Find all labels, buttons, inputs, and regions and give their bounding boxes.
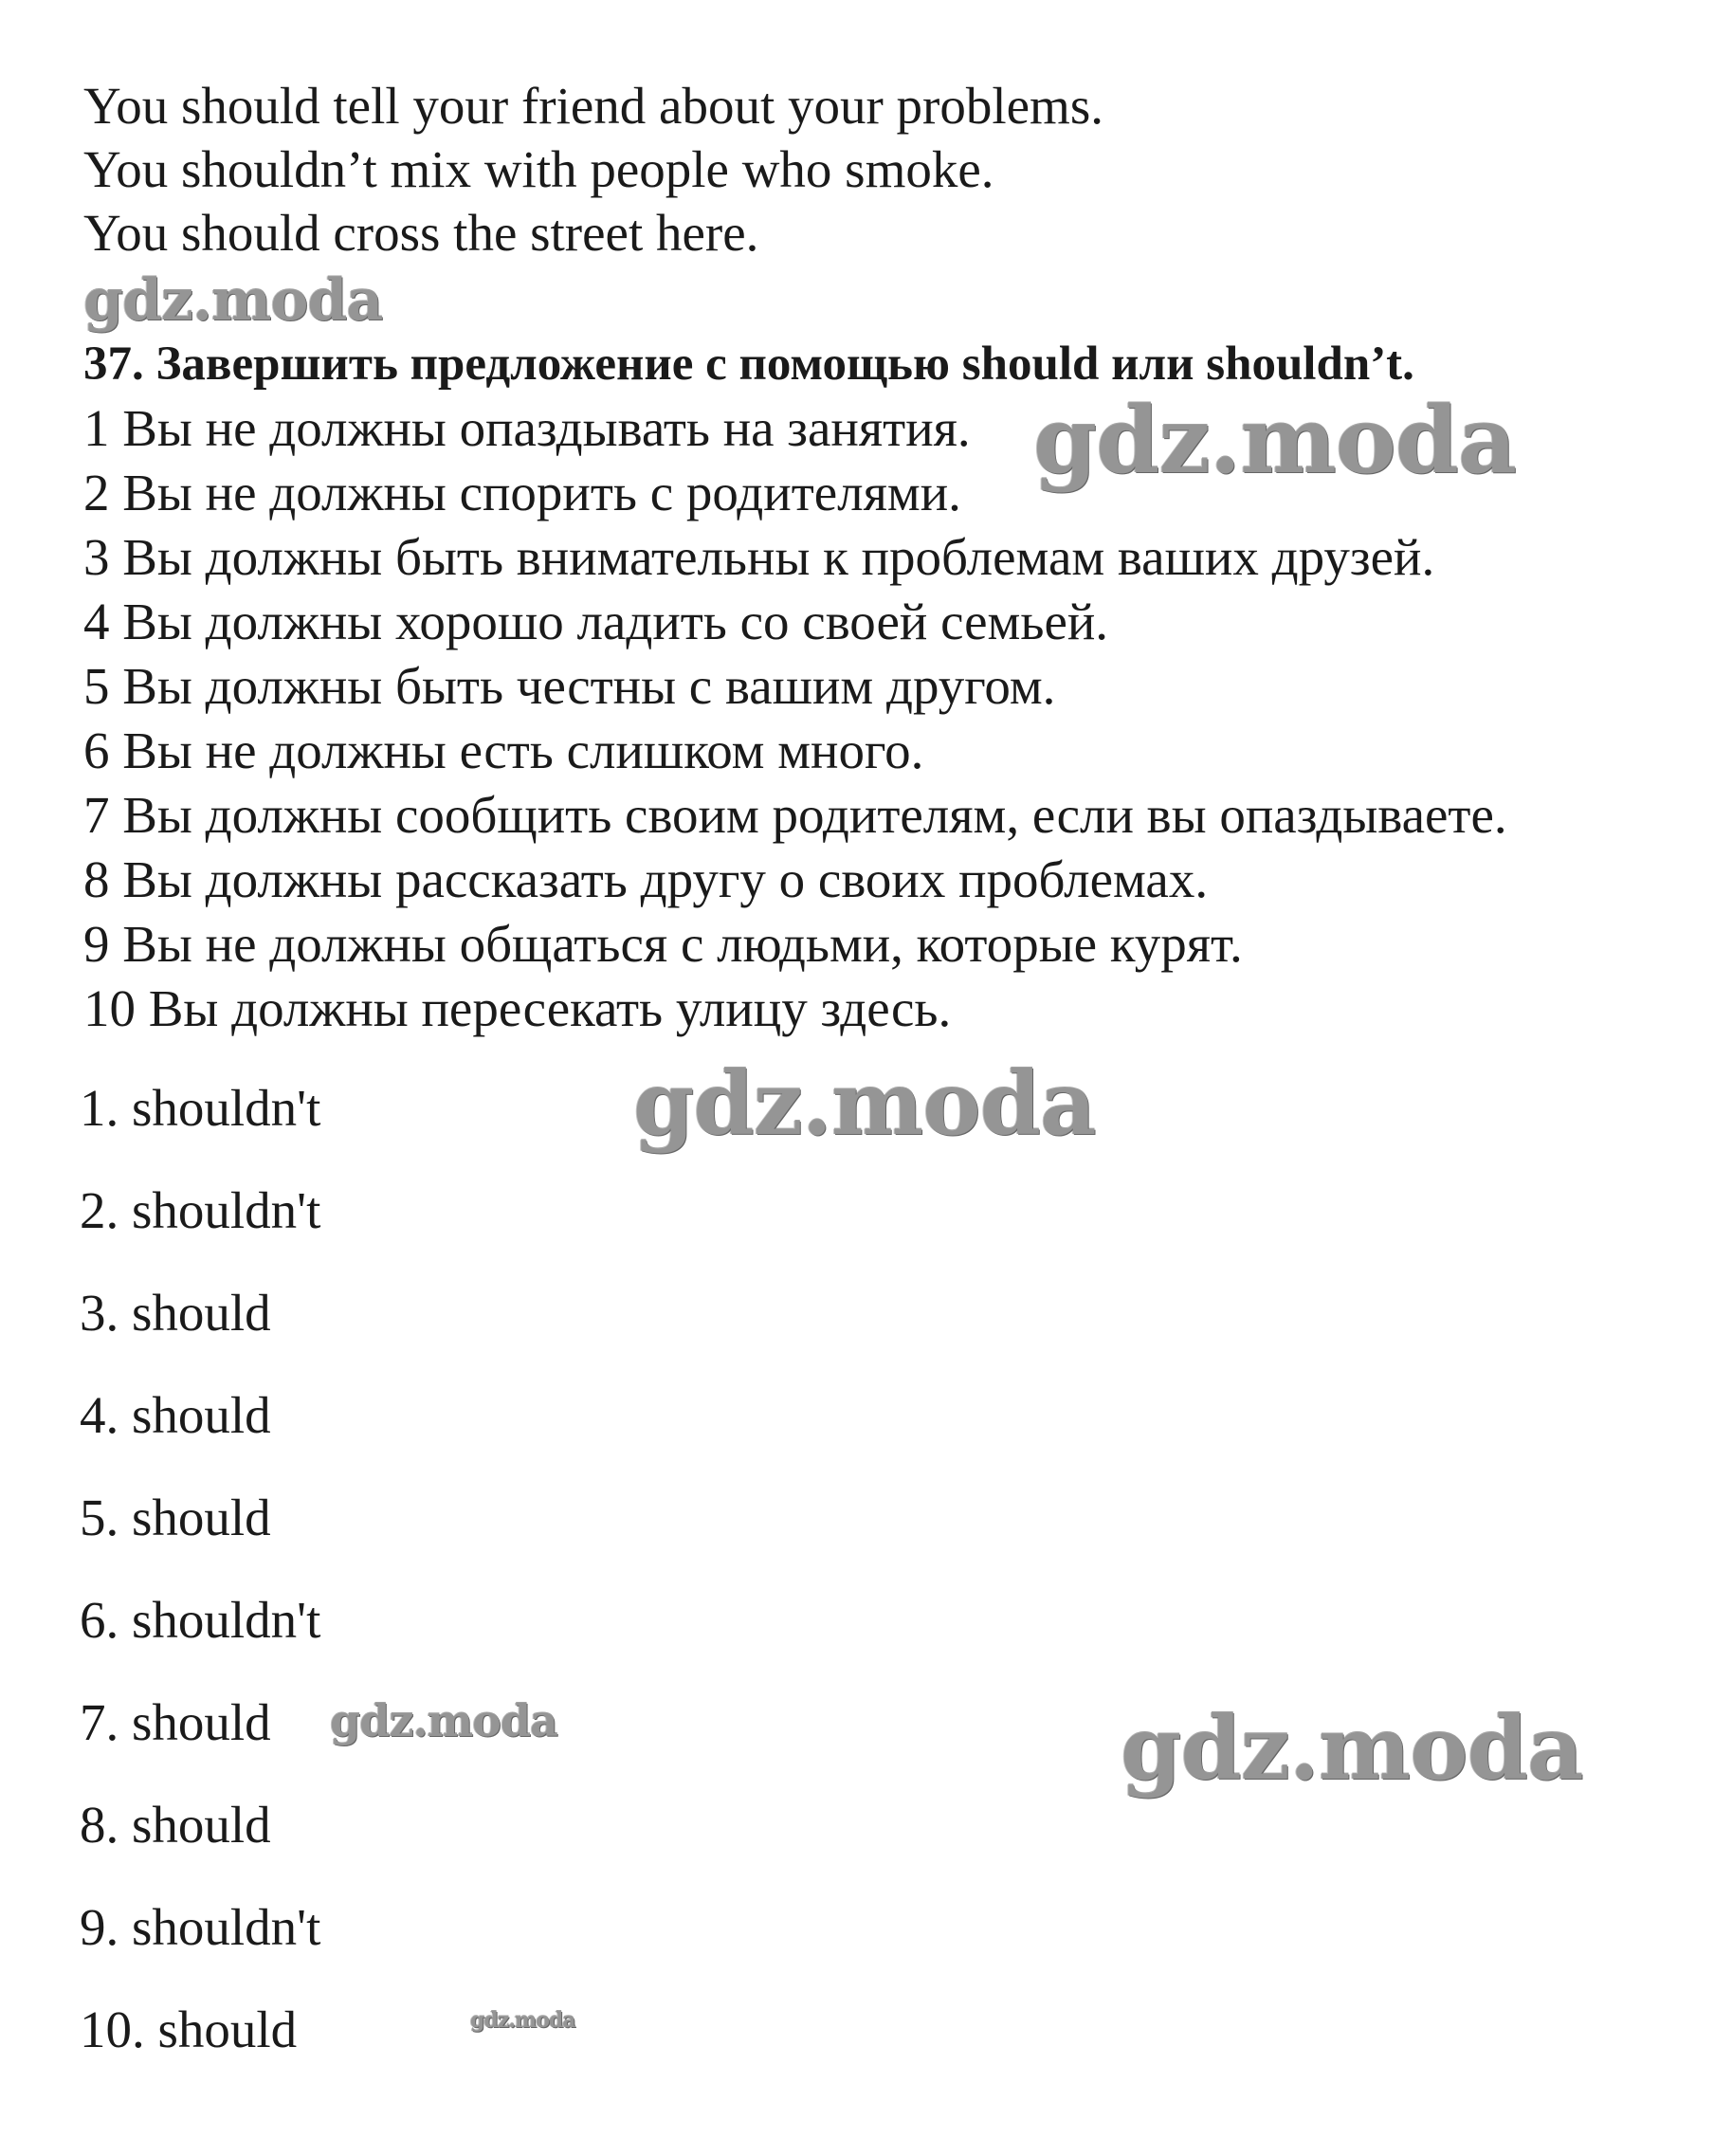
exercise-sentence: 5 Вы должны быть честны с вашим другом. [83,657,1056,715]
answer-item: 7. should [80,1693,271,1751]
answer-item: 10. should [80,2001,298,2058]
exercise-sentence: 3 Вы должны быть внимательны к проблемам ваших друзей. [83,528,1435,586]
answer-item: 5. should [80,1489,271,1546]
watermark-logo: gdz.moda [1033,387,1517,494]
watermark-logo: gdz.moda [633,1052,1096,1155]
watermark-logo: gdz.moda [1121,1697,1583,1800]
exercise-sentence: 2 Вы не должны спорить с родителями. [83,464,961,521]
answer-item: 9. shouldn't [80,1898,321,1956]
watermark-logo: gdz.moda [83,267,383,334]
answer-item: 1. shouldn't [80,1079,321,1137]
exercise-sentence: 1 Вы не должны опаздывать на занятия. [83,399,971,457]
exercise-sentence: 4 Вы должны хорошо ладить со своей семьей. [83,593,1109,650]
watermark-logo: gdz.moda [470,2008,575,2033]
answer-item: 2. shouldn't [80,1181,321,1239]
exercise-sentence: 6 Вы не должны есть слишком много. [83,722,924,779]
intro-line: You should cross the street here. [83,204,759,262]
exercise-sentence: 8 Вы должны рассказать другу о своих проблемах. [83,850,1209,908]
watermark-logo: gdz.moda [330,1695,557,1746]
intro-line: You should tell your friend about your problems. [83,77,1103,135]
answer-item: 8. should [80,1796,271,1854]
intro-line: You shouldn’t mix with people who smoke. [83,140,994,198]
exercise-title: 37. Завершить предложение с помощью should или shouldn’t. [83,338,1414,391]
exercise-sentence: 7 Вы должны сообщить своим родителям, если вы опаздываете. [83,786,1507,844]
answer-item: 6. shouldn't [80,1591,321,1649]
exercise-sentence: 10 Вы должны пересекать улицу здесь. [83,979,952,1037]
answer-item: 4. should [80,1386,271,1444]
exercise-sentence: 9 Вы не должны общаться с людьми, которые курят. [83,915,1243,973]
answer-item: 3. should [80,1284,271,1342]
